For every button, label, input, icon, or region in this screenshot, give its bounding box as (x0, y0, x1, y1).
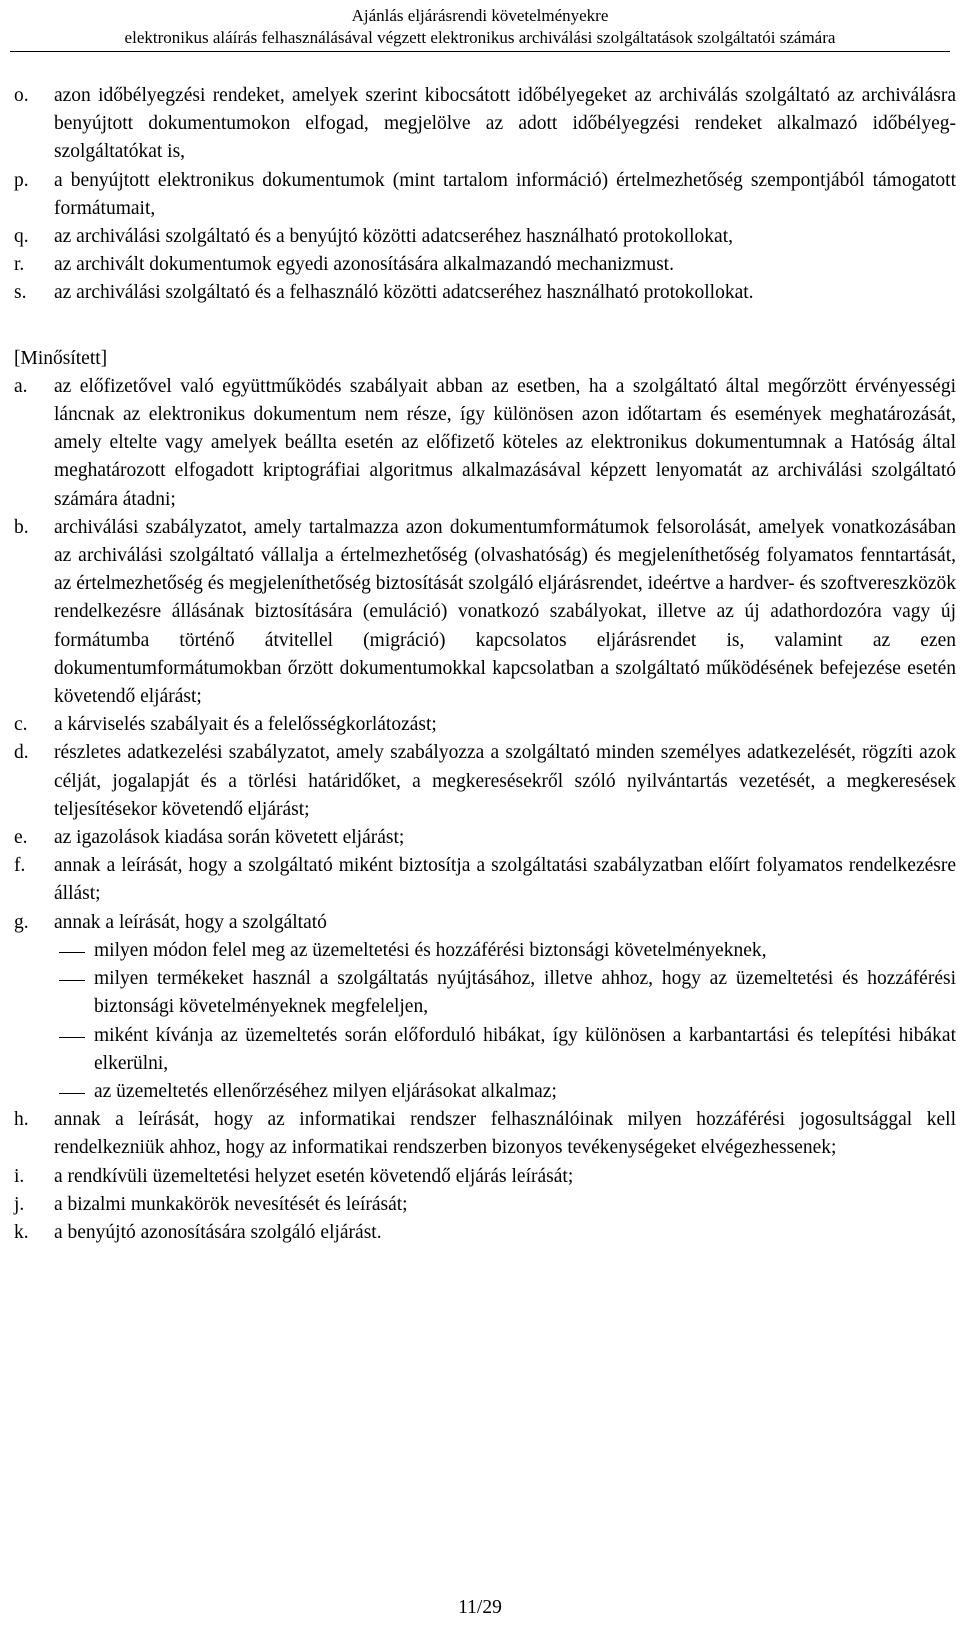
list-marker: c. (14, 714, 28, 736)
list-marker: h. (14, 1109, 29, 1131)
list-marker: e. (14, 827, 28, 849)
list-item-k (14, 1219, 956, 1247)
list-item-j (14, 1191, 956, 1219)
list-marker: f. (14, 855, 26, 877)
list-marker: o. (14, 85, 29, 106)
dash-bullet-icon (54, 937, 94, 965)
sublist-item (54, 1022, 956, 1078)
list-item-s (14, 279, 956, 307)
page-number: 11/29 (458, 1597, 502, 1618)
sublist-item (54, 937, 956, 965)
sublist-g (54, 937, 956, 1106)
list-item-b (14, 514, 956, 711)
list-text: az archivált dokumentumok egyedi azonosítására alkalmazandó mechanizmust. (54, 254, 674, 276)
list-text: a kárviselés szabályait és a felelősségkorlátozást; (54, 714, 437, 736)
list-item-f (14, 852, 956, 908)
list-item-i (14, 1163, 956, 1191)
list-text: az igazolások kiadása során követett eljárást; (54, 827, 405, 849)
list-marker: k. (14, 1221, 29, 1243)
list-item-p (14, 167, 956, 223)
dash-bullet-icon (54, 1078, 94, 1106)
list-text: a bizalmi munkakörök nevesítését és leírását; (54, 1193, 408, 1215)
page-header (0, 5, 960, 49)
sublist-text: miként kívánja az üzemeltetés során előforduló hibákat, így különösen a karbantartási és telepítési hibákat elkerülni, (94, 1024, 956, 1074)
list-text: az archiválási szolgáltató és a felhasználó közötti adatcseréhez használható protokollokat. (54, 282, 754, 304)
list-item-d (14, 739, 956, 824)
list-text: az előfizetővel való együttműködés szabályait abban az esetben, ha a szolgáltató által megőrzött érvényességi láncnak az elektronikus dokumentum nem része, így különösen azon időtartam és események meghatározását, amely eltelte vagy amelyek beállta esetén az előfizető köteles az elektronikus dokumentumnak a Hatóság által meghatározott elfogadott kriptográfiai algoritmus alkalmazásával képzett lenyomatát az archiválási szolgáltató számára átadni; (54, 375, 956, 510)
list-text: annak a leírását, hogy az informatikai rendszer felhasználóinak milyen hozzáférési jogosultsággal kell rendelkezniük ahhoz, hogy az informatikai rendszerben bizonyos tevékenységeket elvégezhessenek; (54, 1109, 956, 1159)
dash-bullet-icon (54, 1022, 94, 1050)
list-marker: p. (14, 169, 29, 191)
list-marker: s. (14, 282, 27, 304)
list-main (14, 373, 956, 1247)
list-text: a benyújtott elektronikus dokumentumok (mint tartalom információ) értelmezhetőség szempontjából támogatott formátumait, (54, 169, 956, 219)
sublist-item (54, 965, 956, 1021)
list-marker: r. (14, 254, 25, 276)
sublist-text: milyen módon felel meg az üzemeltetési és hozzáférési biztonsági követelményeknek, (94, 939, 767, 961)
list-item-r (14, 251, 956, 279)
list-item-a (14, 373, 956, 514)
section-title: [Minősített] (14, 347, 108, 369)
list-text: azon időbélyegzési rendeket, amelyek szerint kibocsátott időbélyegeket az archiválás szolgáltató az archiválásra benyújtott dokumentumokon elfogad, megjelölve az adott időbélyegzési rendeket alkalmazó időbélyeg-szolgáltatókat is, (54, 85, 956, 163)
header-divider (10, 51, 950, 52)
list-text: a benyújtó azonosítására szolgáló eljárást. (54, 1221, 382, 1243)
dash-bullet-icon (54, 965, 94, 993)
list-item-q (14, 223, 956, 251)
document-body (14, 82, 956, 1247)
list-marker: g. (14, 911, 29, 933)
list-text: annak a leírását, hogy a szolgáltató (54, 911, 327, 933)
header-title: Ajánlás eljárásrendi követelményekre (351, 6, 609, 25)
sublist-text: az üzemeltetés ellenőrzéséhez milyen eljárásokat alkalmaz; (94, 1080, 557, 1102)
list-marker: b. (14, 516, 29, 538)
list-marker: i. (14, 1165, 25, 1187)
list-item-g (14, 909, 956, 937)
list-text: részletes adatkezelési szabályzatot, amely szabályozza a szolgáltató minden személyes adatkezelését, rögzíti azok célját, jogalapját és a törlési határidőket, a megkeresésekről szóló nyilvántartás vezetését, a megkeresések teljesítésekor követendő eljárást; (54, 742, 956, 820)
sublist-item (54, 1078, 956, 1106)
list-text: archiválási szabályzatot, amely tartalmazza azon dokumentumformátumok felsorolását, amelyek vonatkozásában az archiválási szolgáltató vállalja a értelmezhetőség (olvashatóság) és megjeleníthetőség folyamatos fenntartását, az értelmezhetőség és megjeleníthetőség biztosítását szolgáló eljárásrendet, ideértve a hardver- és szoftvereszközök rendelkezésre állásának biztosítására (emuláció) vonatkozó szabályokat, illetve az új adathordozóra vagy új formátumba történő átvitellel (migráció) kapcsolatos eljárásrendet is, valamint az ezen dokumentumformátumokban őrzött dokumentumokkal kapcsolatban a szolgáltató működésének befejezése esetén követendő eljárást; (54, 516, 956, 708)
list-top (14, 82, 956, 308)
list-text: annak a leírását, hogy a szolgáltató miként biztosítja a szolgáltatási szabályzatban előírt folyamatos rendelkezésre állást; (54, 855, 956, 905)
list-text: az archiválási szolgáltató és a benyújtó közötti adatcseréhez használható protokollokat, (54, 226, 733, 248)
list-item-h (14, 1106, 956, 1162)
list-item-c (14, 711, 956, 739)
list-marker: a. (14, 375, 28, 397)
list-item-o (14, 82, 956, 167)
list-marker: d. (14, 742, 29, 764)
list-marker: q. (14, 226, 29, 248)
list-marker: j. (14, 1193, 25, 1215)
header-subtitle: elektronikus aláírás felhasználásával végzett elektronikus archiválási szolgáltatások szolgáltatói számára (124, 28, 836, 47)
sublist-text: milyen termékeket használ a szolgáltatás nyújtásához, illetve ahhoz, hogy az üzemeltetési és hozzáférési biztonsági követelményeknek megfeleljen, (94, 968, 956, 1018)
list-item-e (14, 824, 956, 852)
list-text: a rendkívüli üzemeltetési helyzet esetén követendő eljárás leírását; (54, 1165, 574, 1187)
